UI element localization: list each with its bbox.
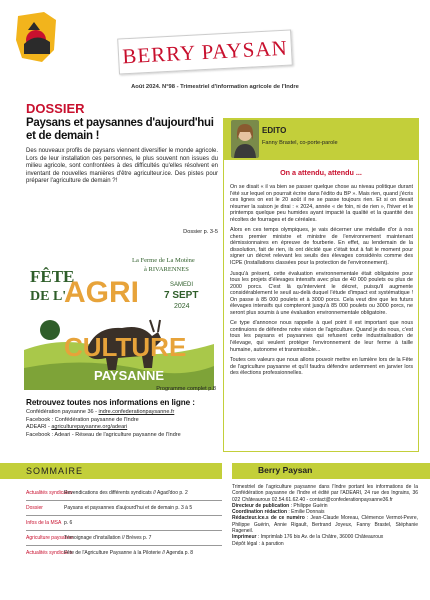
sommaire-category: Infos de la MSA	[26, 520, 62, 526]
poster-date-day: SAMEDI	[170, 282, 194, 288]
sommaire-item	[26, 546, 222, 560]
programme-caption: Programme complet p.8	[156, 386, 216, 392]
poster-year: 2024	[174, 303, 190, 310]
dossier-title: Paysans et paysannes d'aujourd'hui et de demain !	[26, 117, 214, 142]
adeari-website-link[interactable]: agriculturepaysanne.org/adeari	[51, 424, 128, 431]
masthead	[0, 0, 430, 80]
edito-author: Fanny Brastel, co-porte-parole	[262, 140, 338, 146]
poster-culture: CULTURE	[64, 332, 187, 362]
poster-date: 7 SEPT	[164, 290, 199, 301]
sommaire-text: Fête de l'Agriculture Paysanne à la Piloterie // Agenda p. 8	[64, 550, 194, 556]
sommaire-category: Agriculture paysanne	[26, 535, 73, 541]
online-facebook-adeari: Facebook : Adeari - Réseau de l'agriculture paysanne de l'Indre	[26, 431, 181, 438]
colophon-title: Berry Paysan	[258, 465, 313, 475]
colophon-redacteurs: Rédacteur.ice.s de ce numéro : Jean-Claude Moreau, Clémence Vermot-Pevre, Philippe Guérin, Annie Rigault, Bertrand Joyeux, Fanny Brastel, Stéphanie Rageneil.	[232, 515, 418, 535]
sommaire-text: Revendications des différents syndicats // Agad'doo p. 2	[64, 490, 188, 496]
online-links-title: Retrouvez toutes nos informations en ligne :	[26, 398, 195, 407]
author-photo	[231, 120, 259, 158]
sommaire-item	[26, 531, 222, 546]
online-facebook-confederation: Facebook : Confédération paysanne de l'Indre	[26, 416, 139, 423]
sommaire-text: Paysans et paysannes d'aujourd'hui et de demain p. 3 à 5	[64, 505, 193, 511]
colophon-text	[232, 484, 418, 547]
poster-fete: FÊTE	[30, 267, 75, 286]
colophon-imprimeur: Imprimeur : Imprimlab 176 bis Av. de la Châtre, 36000 Châteauroux	[232, 534, 384, 541]
edito-label: EDITO	[262, 126, 287, 135]
edito-body	[230, 184, 413, 381]
sommaire-title: SOMMAIRE	[26, 466, 84, 476]
sommaire-item	[26, 486, 222, 501]
poster-paysanne: PAYSANNE	[94, 368, 165, 383]
publication-title: BERRY PAYSAN	[121, 35, 289, 68]
sommaire-category: Actualités syndicales	[26, 550, 73, 556]
sommaire-category: Actualités syndicales	[26, 490, 73, 496]
edito-heading: On a attendu, attendu ...	[280, 168, 362, 177]
poster-location: La Ferme de La Motène à RIVARENNES	[132, 257, 195, 273]
online-link-confederation: Confédération paysanne 36 - indre.confederationpaysanne.fr	[26, 409, 175, 415]
colophon-directeur: Directeur de publication : Philippe Guérin	[232, 502, 328, 509]
brand-box	[117, 29, 293, 74]
online-link-adeari: ADEARI - agriculturepaysanne.org/adeari	[26, 424, 128, 431]
dossier-body: Des nouveaux profils de paysans viennent diversifier le monde agricole. Lors de leur installation ces personnes, le plus souvent non issues du milieu agricole, sont confrontées à des difficultés qu'elles résolvent en inventant de nouvelles manières d'être agriculteur.ice. Des pistes pour préparer l'agriculture de demain ?!	[26, 148, 218, 185]
fete-agriculture-poster	[24, 240, 214, 390]
online-links-block	[26, 398, 226, 439]
sommaire-text: p. 6	[64, 520, 73, 526]
sommaire-text: Témoignage d'installation // Brèves p. 7	[64, 535, 152, 541]
sommaire-item	[26, 501, 222, 516]
edito-paragraph: Alors en ces temps olympiques, je vais décerner une médaille d'or à nos chers premier ministre et ministre de l'environnement maintenant démissionnaires en épreuve de fourberie. En effet, au lendemain de la dissolution, fait de rien, ils ont décidé que c'était tout à fait le moment pour signer un décret relevant les seuils des élevages considérés comme des ICPE (Installations classées pour la protection de l'environnement).	[230, 227, 413, 267]
colophon-intro: Trimestriel de l'agriculture paysanne dans l'Indre portant les informations de la Confédération paysanne de l'Indre et édité par l'ADEARI, 24 rue des Ingrains, 36 022 Châteauroux 02.54.61.62.40 - contact@confederationpaysanne36.fr	[232, 484, 418, 503]
edito-paragraph: Ce type d'annonce nous rappelle à quel point il est important que nous continuions de défendre notre vision de l'agriculture. Quand je dis nous, c'est tous les paysans et paysannes qui refusent cette industrialisation de l'élevage, qui veulent protéger l'environnement de leur ferme à taille humaine, autonome et transmissible...	[230, 320, 413, 353]
sommaire-list	[26, 486, 222, 560]
dossier-page-ref: Dossier p. 3-5	[183, 229, 218, 235]
poster-de-l: DE L'	[30, 289, 67, 304]
edito-paragraph: Toutes ces valeurs que nous allons pouvoir mettre en lumière lors de la Fête de l'agriculture paysanne et qu'il faudra défendre ardemment en janvier lors des élections professionnelles.	[230, 357, 413, 377]
sommaire-item	[26, 516, 222, 531]
poster-agri: AGRI	[64, 276, 139, 309]
colophon-depot: Dépôt légal : à parution	[232, 540, 284, 547]
dossier-kicker: DOSSIER	[26, 101, 85, 116]
issue-line: Août 2024. N°98 - Trimestriel d'information agricole de l'Indre	[131, 84, 299, 90]
edito-paragraph: Jusqu'à présent, cette évaluation environnementale était obligatoire pour tous les projets d'élevages intensifs avec plus de 40 000 poulets ou plus de 2000 porcs. C'est là qu'intervient le décret, puisqu'il augmente considérablement le seuil au-delà duquel l'étude d'impact est systématique ! On passe à 85 000 poulets et à 3000 porcs. Cela veut dire que les futurs élevages intensifs qui compteront jusqu'à 85 000 poulets ou 3000 porcs, ne seront plus soumis à une évaluation environnementale obligatoire.	[230, 270, 413, 316]
berry-paysan-logo	[14, 10, 60, 66]
colophon-coordination: Coordination rédaction : Emilie Donnais	[232, 509, 325, 516]
edito-paragraph: On se disait « il va bien se passer quelque chose au niveau politique durant l'été sur lequel on pourrait écrire dans l'édito du BP ». Mais rien, quand j'écris ces lignes on est le 20 août il ne se passe toujours rien. Et si on devait résumer la saison je dirai : « 2024, année « de foin, ni de rien », l'hiver et le printemps quelque peu humides ayant impacté la qualité et la quantité des récoltes de fourrages et de céréales.	[230, 184, 413, 223]
confederation-website-link[interactable]: indre.confederationpaysanne.fr	[98, 409, 175, 415]
sommaire-category: Dossier	[26, 505, 43, 511]
